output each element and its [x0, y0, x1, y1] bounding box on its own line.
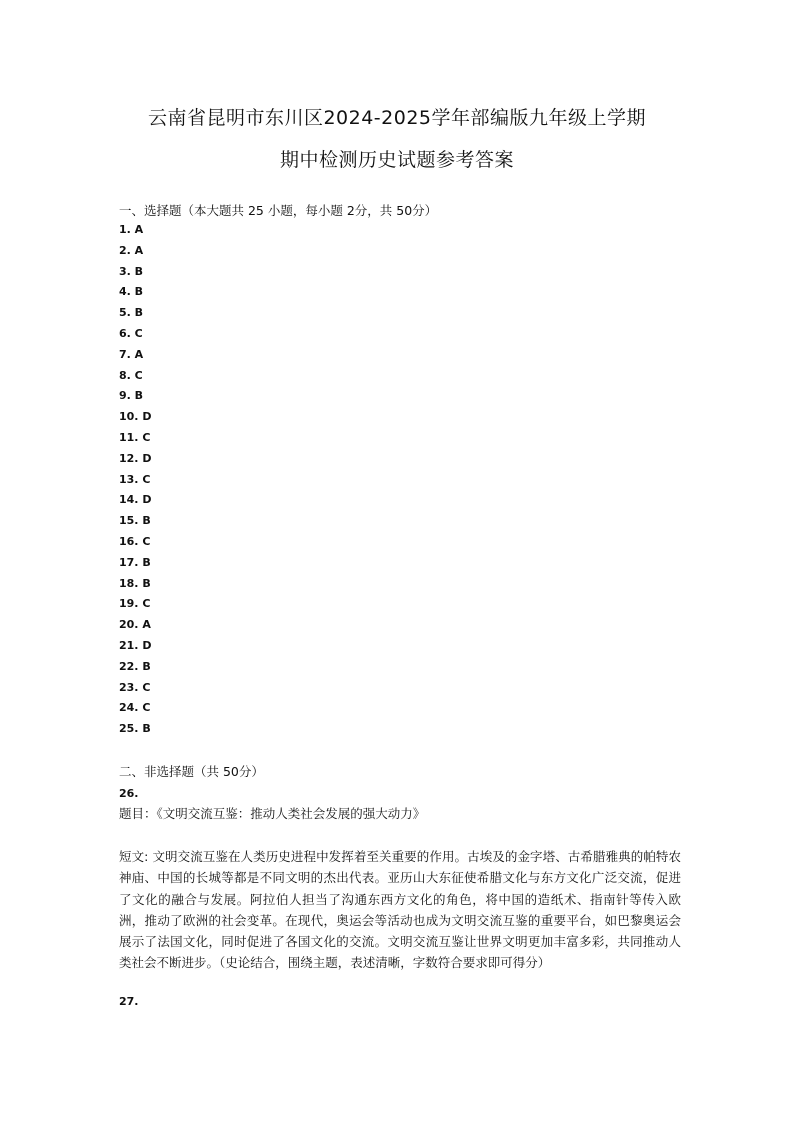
- answer-list: [119, 222, 151, 742]
- answer-item: 4. B: [119, 285, 144, 299]
- answer-item: 8. C: [119, 368, 143, 382]
- answer-item: 20. A: [119, 618, 151, 632]
- answer-item: 5. B: [119, 306, 144, 320]
- answer-item: 18. B: [119, 576, 151, 590]
- answer-item: 2. A: [119, 243, 144, 257]
- question-26-essay: 短文: 文明交流互鉴在人类历史进程中发挥着至关重要的作用。古埃及的金字塔、古希腊雅典的帕特农神庙、中国的长城等都是不同文明的杰出代表。亚历山大东征使希腊文化与东方文化广泛交流，促进了文化的融合与发展。阿拉伯人担当了沟通东西方文化的角色，将中国的造纸术、指南针等传入欧洲，推动了欧洲的社会变革。在现代，奥运会等活动也成为文明交流互鉴的重要平台，如巴黎奥运会展示了法国文化，同时促进了各国文化的交流。文明交流互鉴让世界文明更加丰富多彩，共同推动人类社会不断进步。（史论结合，围绕主题，表述清晰，字数符合要求即可得分）: [119, 849, 681, 971]
- answer-item: 13. C: [119, 472, 151, 486]
- answer-item: 24. C: [119, 701, 151, 715]
- answer-item: 15. B: [119, 514, 151, 528]
- document-title-line-1: 云南省昆明市东川区2024-2025学年部编版九年级上学期: [147, 107, 647, 129]
- answer-item: 25. B: [119, 722, 151, 736]
- answer-item: 16. C: [119, 534, 151, 548]
- section-2-heading: 二、非选择题（共 50分）: [119, 764, 264, 779]
- question-26-topic: 题目：《文明交流互鉴：推动人类社会发展的强大动力》: [119, 806, 426, 821]
- answer-item: 22. B: [119, 659, 151, 673]
- answer-item: 21. D: [119, 638, 152, 652]
- document-title-line-2: 期中检测历史试题参考答案: [279, 149, 514, 171]
- answer-item: 3. B: [119, 264, 144, 278]
- answer-item: 10. D: [119, 410, 152, 424]
- answer-item: 14. D: [119, 493, 152, 507]
- section-1-heading: 一、选择题（本大题共 25 小题，每小题 2分，共 50分）: [119, 203, 438, 218]
- answer-item: 1. A: [119, 223, 144, 236]
- answer-item: 12. D: [119, 451, 152, 465]
- answer-item: 7. A: [119, 347, 144, 361]
- answer-item: 19. C: [119, 597, 151, 611]
- answer-item: 9. B: [119, 389, 144, 403]
- answer-item: 17. B: [119, 555, 151, 569]
- answer-item: 11. C: [119, 430, 151, 444]
- question-27-number: 27.: [119, 995, 139, 1008]
- answer-item: 6. C: [119, 326, 143, 340]
- answer-item: 23. C: [119, 680, 151, 694]
- question-26-number: 26.: [119, 787, 139, 800]
